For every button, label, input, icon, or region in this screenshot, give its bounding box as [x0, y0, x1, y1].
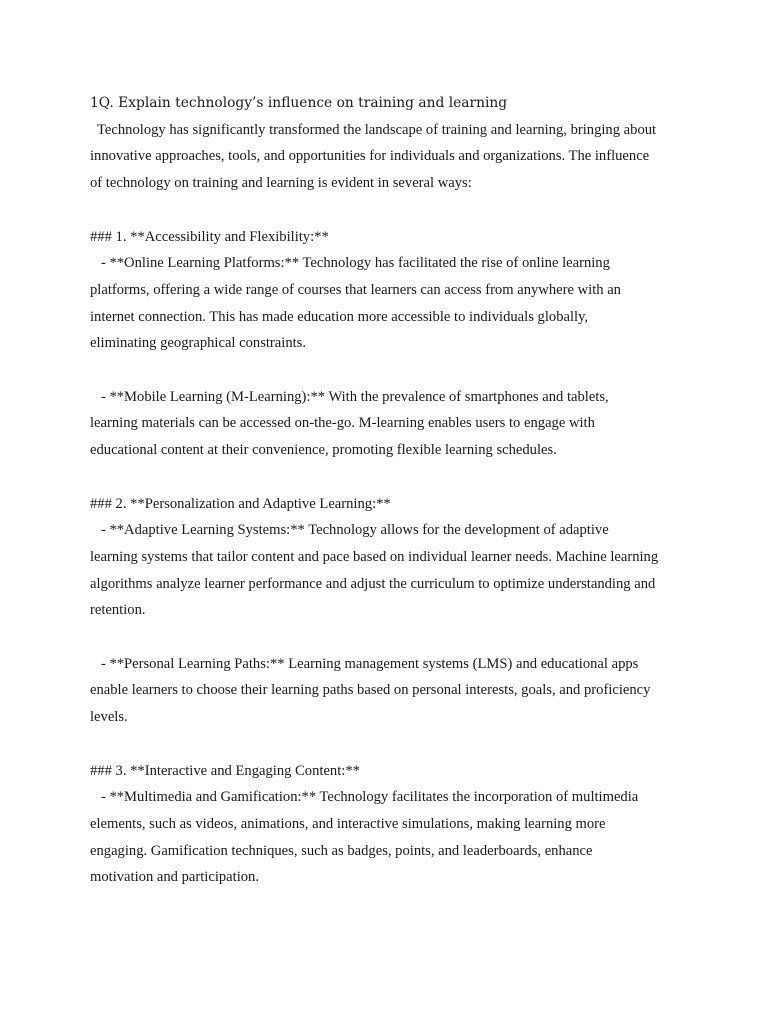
bullet-paragraph: [90, 517, 700, 624]
paragraph-line: - **Adaptive Learning Systems:** Technology allows for the development of adaptive: [90, 522, 609, 539]
blank-line: [90, 357, 700, 384]
paragraph-line: algorithms analyze learner performance and adjust the curriculum to optimize understanding and: [90, 575, 656, 592]
paragraph-line: - **Personal Learning Paths:** Learning management systems (LMS) and educational apps: [90, 655, 639, 672]
section-personalization: [90, 491, 700, 731]
paragraph-line: levels.: [90, 709, 128, 726]
intro-line: innovative approaches, tools, and opportunities for individuals and organizations. The influence: [90, 148, 650, 165]
paragraph-line: learning materials can be accessed on-the-go. M-learning enables users to engage with: [90, 415, 595, 432]
paragraph-line: motivation and participation.: [90, 869, 260, 886]
paragraph-line: platforms, offering a wide range of courses that learners can access from anywhere with an: [90, 281, 621, 298]
section-heading: ### 3. **Interactive and Engaging Content:**: [90, 762, 360, 779]
paragraph-line: learning systems that tailor content and pace based on individual learner needs. Machine learning: [90, 548, 659, 565]
paragraph-line: internet connection. This has made education more accessible to individuals globally,: [90, 308, 589, 325]
section-heading: ### 1. **Accessibility and Flexibility:**: [90, 228, 329, 245]
paragraph-line: enable learners to choose their learning paths based on personal interests, goals, and proficiency: [90, 682, 651, 699]
intro-paragraph: [90, 117, 700, 197]
paragraph-line: - **Mobile Learning (M-Learning):** With the prevalence of smartphones and tablets,: [90, 388, 609, 405]
question-title: 1Q. Explain technology’s influence on training and learning: [90, 95, 508, 111]
document-body: [90, 90, 700, 891]
paragraph-line: - **Multimedia and Gamification:** Technology facilitates the incorporation of multimedia: [90, 789, 639, 806]
blank-line: [90, 624, 700, 651]
bullet-paragraph: [90, 651, 700, 731]
paragraph-line: retention.: [90, 602, 146, 619]
section-interactive-content: [90, 758, 700, 892]
paragraph-line: eliminating geographical constraints.: [90, 335, 307, 352]
bullet-paragraph: [90, 384, 700, 464]
blank-line: [90, 197, 700, 224]
blank-line: [90, 731, 700, 758]
blank-line: [90, 464, 700, 491]
paragraph-line: engaging. Gamification techniques, such as badges, points, and leaderboards, enhance: [90, 842, 593, 859]
intro-line: of technology on training and learning is evident in several ways:: [90, 175, 472, 192]
section-heading: ### 2. **Personalization and Adaptive Learning:**: [90, 495, 391, 512]
bullet-paragraph: [90, 784, 700, 891]
bullet-paragraph: [90, 250, 700, 357]
paragraph-line: elements, such as videos, animations, and interactive simulations, making learning more: [90, 815, 606, 832]
section-accessibility: [90, 224, 700, 464]
paragraph-line: educational content at their convenience, promoting flexible learning schedules.: [90, 442, 557, 459]
intro-line: Technology has significantly transformed the landscape of training and learning, bringing about: [90, 121, 657, 138]
paragraph-line: - **Online Learning Platforms:** Technology has facilitated the rise of online learning: [90, 255, 610, 272]
